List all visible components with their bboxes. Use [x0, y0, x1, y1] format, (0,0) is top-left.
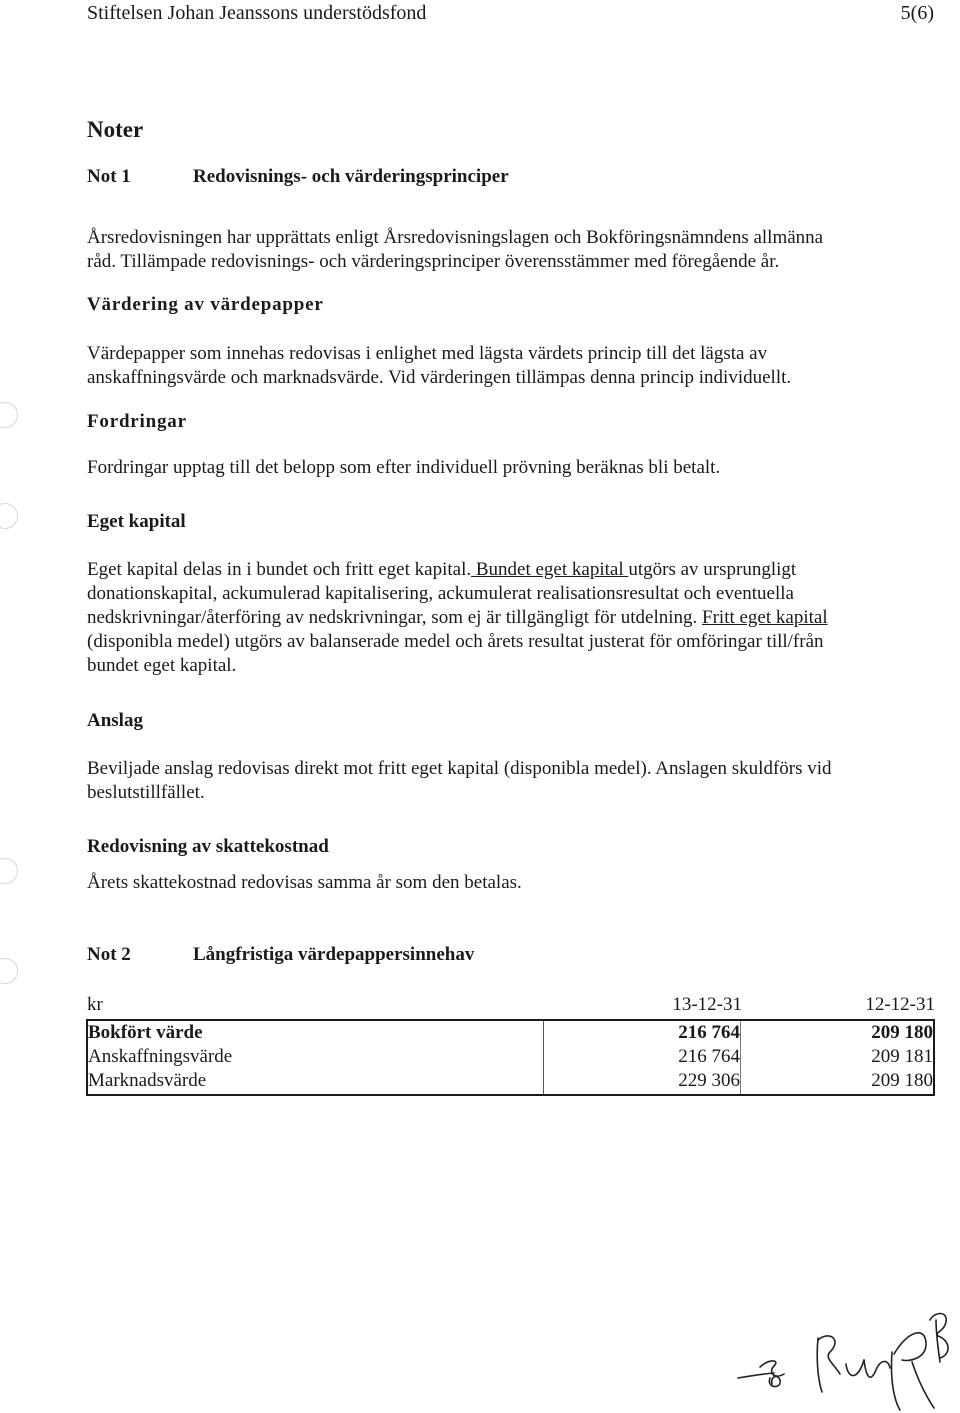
paragraph-line: bundet eget kapital. [87, 655, 237, 676]
row-value-2013: 216 764 [678, 1046, 740, 1067]
header-page-number: 5(6) [900, 2, 934, 24]
note1-intro-line: råd. Tillämpade redovisnings- och värderingsprinciper överensstämmer med föregående år. [87, 251, 780, 272]
section-text-anslag [87, 757, 937, 805]
punch-hole [0, 503, 18, 529]
punch-hole [0, 858, 18, 884]
paragraph-line: beslutstillfället. [87, 782, 205, 803]
section-heading-skatt: Redovisning av skattekostnad [87, 836, 329, 857]
note1-intro-line: Årsredovisningen har upprättats enligt Årsredovisningslagen och Bokföringsnämndens allmänna [87, 227, 824, 248]
table-col1-header: 13-12-31 [672, 994, 742, 1015]
row-value-2012: 209 180 [871, 1022, 933, 1043]
text-span: utgörs av ursprungligt [628, 559, 797, 580]
section-heading-vardering: Värdering av värdepapper [87, 294, 324, 315]
section-text-eget-kapital [87, 558, 937, 678]
row-label: Bokfört värde [88, 1022, 203, 1043]
paragraph-line: (disponibla medel) utgörs av balanserade medel och årets resultat justerat för omföringar till/från [87, 631, 824, 652]
paragraph-line: anskaffningsvärde och marknadsvärde. Vid värderingen tillämpas denna princip individuellt. [87, 367, 792, 388]
paragraph-line: Årets skattekostnad redovisas samma år som den betalas. [87, 872, 522, 893]
paragraph-line: Beviljade anslag redovisas direkt mot fritt eget kapital (disponibla medel). Anslagen skuldförs vid [87, 758, 832, 779]
paragraph-line: Värdepapper som innehas redovisas i enlighet med lägsta värdets princip till det lägsta av [87, 343, 768, 364]
table-col2-header: 12-12-31 [865, 994, 935, 1015]
paragraph-line: Fordringar upptag till det belopp som efter individuell prövning beräknas bli betalt. [87, 457, 721, 478]
note2-heading: Långfristiga värdepappersinnehav [193, 944, 475, 965]
underlined-term: Fritt eget kapital [702, 607, 828, 628]
text-span: Eget kapital delas in i bundet och fritt eget kapital. [87, 559, 472, 580]
row-label: Anskaffningsvärde [88, 1046, 233, 1067]
table-row [88, 1045, 933, 1069]
section-heading-fordringar: Fordringar [87, 411, 187, 432]
text-span: nedskrivningar/återföring av nedskrivningar, som ej är tillgängligt för utdelning. [87, 607, 703, 628]
note1-intro [87, 226, 937, 274]
section-heading-anslag: Anslag [87, 710, 143, 731]
handwritten-signature [730, 1300, 960, 1413]
securities-table [86, 1019, 935, 1096]
row-label: Marknadsvärde [88, 1070, 207, 1091]
row-value-2012: 209 181 [871, 1046, 933, 1067]
section-text-skatt [87, 871, 937, 895]
section-heading-eget-kapital: Eget kapital [87, 511, 186, 532]
page-title: Noter [87, 117, 144, 142]
paragraph-line: donationskapital, ackumulerad kapitalisering, ackumulerat realisationsresultat och eventuella [87, 583, 794, 604]
header-org-name: Stiftelsen Johan Jeanssons understödsfond [87, 2, 427, 24]
section-text-vardering [87, 342, 937, 390]
paragraph-line [87, 558, 937, 582]
note1-heading: Redovisnings- och värderingsprinciper [193, 166, 509, 187]
punch-hole [0, 402, 18, 428]
punch-hole [0, 958, 18, 984]
underlined-term: Bundet eget kapital [471, 559, 629, 580]
table-unit-label: kr [87, 994, 103, 1015]
note2-number: Not 2 [87, 944, 131, 965]
row-value-2013: 229 306 [678, 1070, 740, 1091]
section-text-fordringar [87, 456, 937, 480]
row-value-2012: 209 180 [871, 1070, 933, 1091]
row-value-2013: 216 764 [678, 1022, 740, 1043]
paragraph-line [87, 606, 937, 630]
table-row [88, 1069, 933, 1093]
table-row [88, 1021, 933, 1045]
note1-number: Not 1 [87, 166, 131, 187]
